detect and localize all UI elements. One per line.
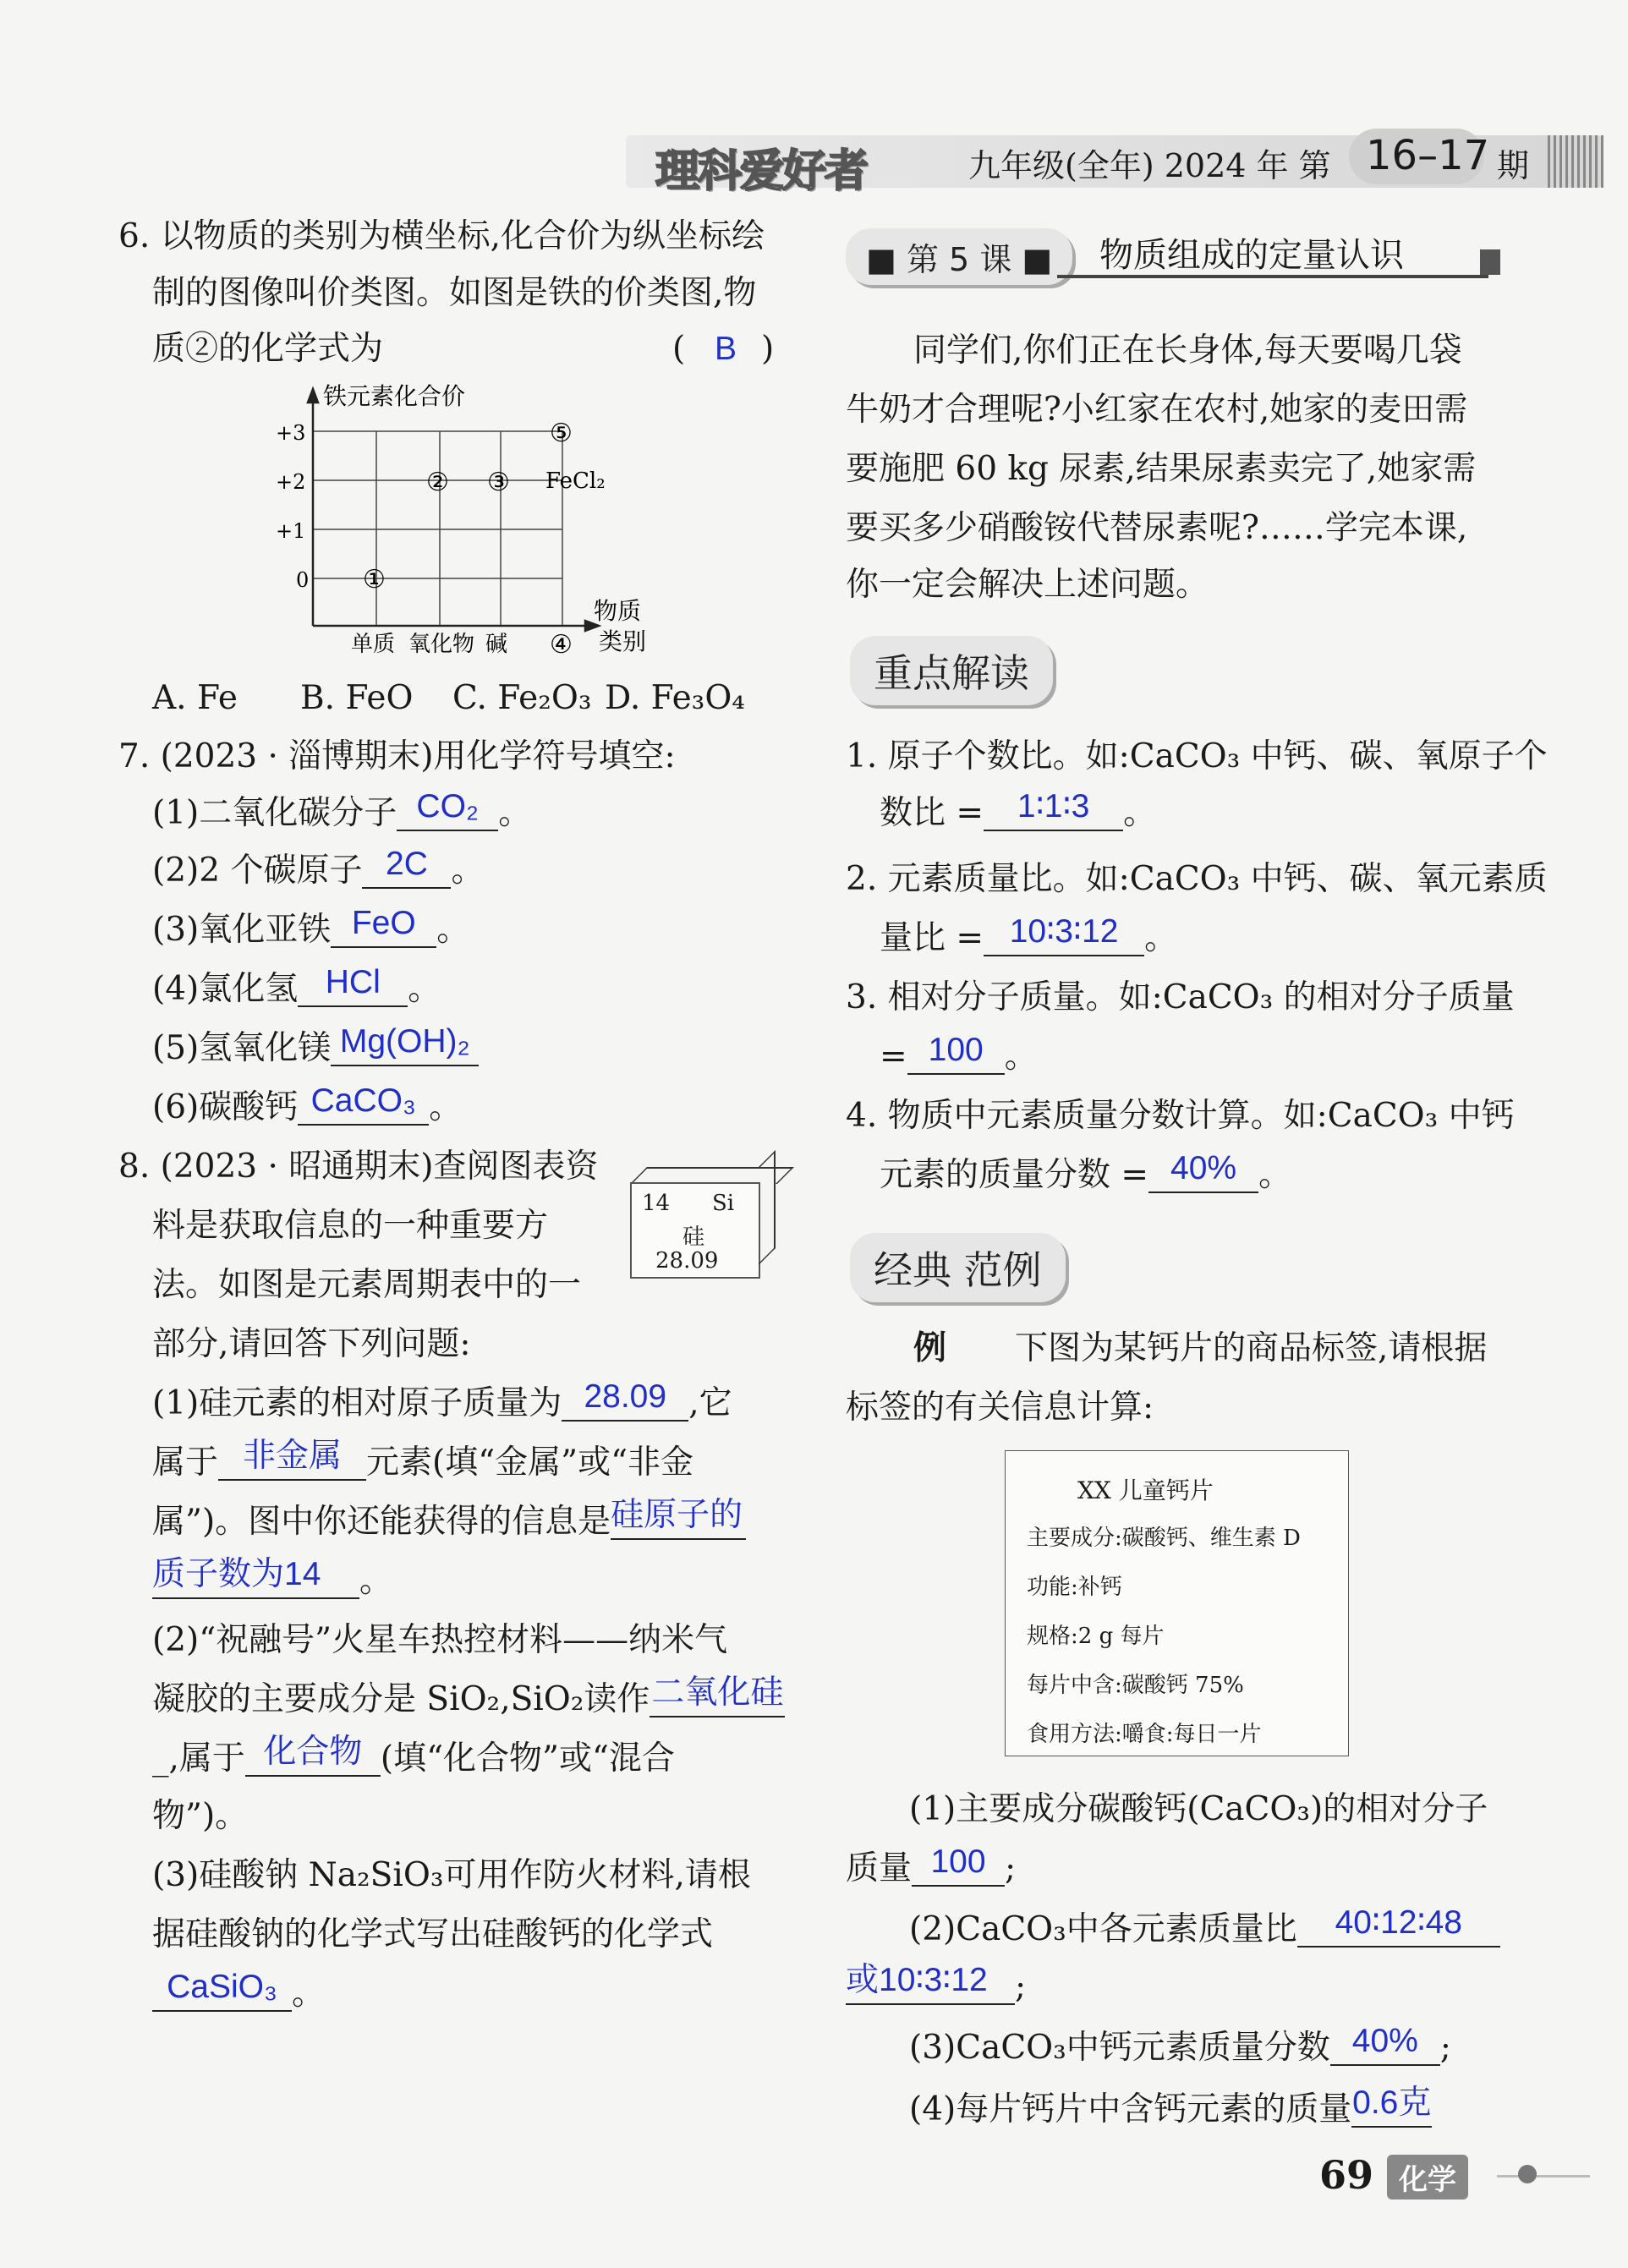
point-answer: 40% (1170, 1150, 1237, 1186)
element-card (630, 1167, 774, 1277)
q8-p2-text: (填“化合物”或“混合 (380, 1739, 675, 1778)
example-blank (1330, 2023, 1440, 2066)
issue-suffix: 期 (1497, 147, 1530, 184)
element-mass: 28.09 (655, 1248, 719, 1274)
q8-answer-info-2: 质子数为14 (152, 1556, 321, 1592)
q7-answer: Mg(OH)₂ (339, 1023, 470, 1060)
q8-line-4: 部分,请回答下列问题: (152, 1325, 471, 1363)
q7-item: (6)碳酸钙 CaCO₃ 。 (152, 1082, 463, 1126)
q8-line-3: 法。如图是元素周期表中的一 (152, 1266, 582, 1304)
q7-answer: 2C (386, 846, 428, 882)
intro-line: 你一定会解决上述问题。 (846, 566, 1209, 604)
point-blank (907, 1032, 1005, 1075)
example-blank (1297, 1904, 1500, 1948)
q7-blank (331, 1023, 479, 1066)
intro-line: 要施肥 60 kg 尿素,结果尿素卖完了,她家需 (846, 450, 1477, 488)
q8-p2-line3 (152, 1734, 675, 1778)
chart-fecl2-label: FeCl₂ (545, 468, 606, 494)
q8-p1-text: 属”)。图中你还能获得的信息是 (152, 1503, 611, 1541)
q8-blank (152, 1969, 292, 2012)
q6-line-2: 制的图像叫价类图。如图是铁的价类图,物 (152, 274, 757, 312)
point-answer: 1∶1∶3 (1017, 788, 1090, 824)
q8-blank (245, 1734, 381, 1777)
q7-item: (1)二氧化碳分子 CO₂ 。 (152, 788, 532, 832)
q7-blank (331, 905, 436, 948)
page-number: 69 (1319, 2152, 1374, 2198)
subject-badge: 化学 (1387, 2155, 1468, 2200)
label-line: 规格:2 g 每片 (1027, 1624, 1165, 1649)
chart-y-tick: +1 (276, 519, 306, 543)
example-q2-end: ; (1015, 1968, 1027, 2006)
point-blank (1148, 1150, 1258, 1193)
q7-item: (2)2 个碳原子 2C 。 (152, 846, 485, 890)
q7-answer: CaCO₃ (310, 1082, 416, 1119)
chart-point-1: ① (363, 565, 386, 594)
q8-p1-text: 属于 (152, 1444, 219, 1482)
footer-line (1497, 2175, 1590, 2178)
header-stripes (1548, 135, 1607, 188)
q7-item: (3)氧化亚铁 FeO 。 (152, 905, 470, 949)
example-q1-answer: 100 (930, 1843, 986, 1880)
q8-p1-text: (1)硅元素的相对原子质量为 (152, 1384, 562, 1422)
q8-p2-text: _,属于 (152, 1739, 245, 1778)
q6-option-c: C. Fe₂O₃ (452, 679, 592, 717)
example-q3-answer: 40% (1351, 2023, 1418, 2059)
q8-blank (218, 1438, 366, 1481)
label-line: 食用方法:嚼食:每日一片 (1027, 1722, 1262, 1747)
q8-p2-text: 凝胶的主要成分是 SiO₂,SiO₂读作 (152, 1680, 650, 1718)
product-label-box (1005, 1450, 1349, 1756)
chart-point-2: ② (426, 468, 449, 497)
section-key-points: 重点解读 (850, 636, 1053, 705)
q8-answer-formula: CaSiO₃ (167, 1969, 277, 2005)
chart-x-cat: ④ (550, 630, 573, 660)
point-line: 数比 = 1∶1∶3 。 (880, 788, 1157, 832)
point-answer: 100 (928, 1032, 984, 1068)
chart-y-tick: +2 (276, 470, 306, 494)
lesson-title-underline (1057, 275, 1488, 278)
q8-p3-line2: 据硅酸钠的化学式写出硅酸钙的化学式 (152, 1915, 714, 1953)
point-blank (984, 788, 1123, 831)
q6-option-d: D. Fe₃O₄ (605, 679, 745, 717)
q7-answer: CO₂ (416, 788, 480, 824)
lesson-tag: ■ 第 5 课 ■ (846, 228, 1072, 285)
q7-label: (3)氧化亚铁 (152, 911, 332, 949)
q6-paren-open: ( (672, 330, 686, 368)
example-q2-answer-1: 40∶12∶48 (1335, 1904, 1463, 1941)
label-line: 主要成分:碳酸钙、维生素 D (1027, 1526, 1301, 1551)
chart-x-cat: 碱 (485, 632, 508, 657)
q8-blank (152, 1556, 359, 1599)
example-q1-line2 (846, 1843, 1017, 1887)
point-line: = 100 。 (880, 1032, 1038, 1076)
point-line: 量比 = 10∶3∶12 。 (880, 913, 1178, 957)
point-line: 4. 物质中元素质量分数计算。如:CaCO₃ 中钙 (846, 1097, 1515, 1135)
q8-answer-read: 二氧化硅 (651, 1674, 784, 1711)
point-text: 量比 = (880, 919, 984, 957)
q8-p2-line4: 物”)。 (152, 1797, 249, 1835)
q8-answer-type: 非金属 (243, 1438, 343, 1474)
chart-x-cat: 氧化物 (408, 632, 475, 657)
element-symbol: Si (712, 1191, 735, 1216)
q8-blank (562, 1378, 688, 1422)
q8-answer-class: 化合物 (263, 1734, 363, 1770)
chart-y-title: 铁元素化合价 (323, 382, 466, 410)
issue-number: 16–17 (1366, 132, 1490, 179)
q7-label: (6)碳酸钙 (152, 1088, 299, 1126)
q8-p2-line1: (2)“祝融号”火星车热控材料——纳米气 (152, 1621, 728, 1659)
q7-label: (2)2 个碳原子 (152, 852, 363, 890)
example-q2-answer-2: 或10∶3∶12 (846, 1962, 988, 1998)
q7-label: (4)氯化氢 (152, 970, 299, 1008)
example-q4 (909, 2084, 1432, 2128)
q8-blank (650, 1674, 785, 1717)
example-q1-line1: (1)主要成分碳酸钙(CaCO₃)的相对分子 (909, 1790, 1488, 1828)
footer-dot-icon (1518, 2165, 1537, 2183)
chart-point-3: ③ (487, 468, 510, 497)
q7-blank (298, 1082, 429, 1126)
example-q4-text: (4)每片钙片中含钙元素的质量 (909, 2090, 1352, 2128)
q7-answer: HCl (325, 964, 381, 1000)
q7-item: (4)氯化氢 HCl 。 (152, 964, 441, 1008)
lesson-title: 物质组成的定量认识 (1099, 236, 1404, 275)
q8-p1-line4 (152, 1556, 393, 1600)
intro-line: 同学们,你们正在长身体,每天要喝几袋 (913, 331, 1462, 370)
q6-answer: B (715, 331, 737, 367)
example-q2-text: (2)CaCO₃中各元素质量比 (909, 1910, 1297, 1948)
q8-answer-mass: 28.09 (584, 1378, 667, 1415)
element-number: 14 (642, 1191, 671, 1216)
example-blank (846, 1962, 1015, 2005)
element-name: 硅 (682, 1224, 705, 1250)
q8-p1-end: 。 (359, 1562, 393, 1600)
q6-option-b: B. FeO (300, 679, 414, 717)
lesson-title-end-box (1480, 249, 1500, 275)
example-blank (912, 1843, 1005, 1887)
q7-blank (362, 846, 451, 889)
q7-blank (397, 788, 498, 831)
label-line: 每片中含:碳酸钙 75% (1027, 1673, 1244, 1698)
q6-line-1: 6. 以物质的类别为横坐标,化合价为纵坐标绘 (118, 217, 765, 255)
intro-line: 牛奶才合理呢?小红家在农村,她家的麦田需 (846, 391, 1468, 429)
q8-p2-line2 (152, 1674, 785, 1718)
card-side-face (759, 1150, 776, 1265)
example-q2-line1 (909, 1904, 1500, 1948)
q8-p3-end: 。 (292, 1975, 326, 2013)
point-text: 数比 = (880, 794, 984, 832)
example-text: 下图为某钙片的商品标签,请根据 (1015, 1329, 1488, 1367)
point-text: = (880, 1038, 907, 1076)
chart-y-tick: 0 (296, 568, 310, 592)
intro-line: 要买多少硝酸铵代替尿素呢?……学完本课, (846, 509, 1468, 547)
q6-paren-close: ) (761, 330, 775, 368)
example-text: 标签的有关信息计算: (846, 1389, 1154, 1427)
q7-label: (5)氢氧化镁 (152, 1029, 332, 1067)
example-q2-line2 (846, 1962, 1027, 2006)
point-line: 1. 原子个数比。如:CaCO₃ 中钙、碳、氧原子个 (846, 737, 1548, 775)
q8-p1-line3 (152, 1497, 746, 1541)
example-label: 例 (913, 1329, 947, 1367)
example-q3-end: ; (1439, 2029, 1451, 2067)
q7-item (152, 1023, 479, 1067)
q8-p1-text: ,它 (688, 1384, 732, 1422)
q8-line-1: 8. (2023 · 昭通期末)查阅图表资 (118, 1148, 599, 1186)
example-q3 (909, 2023, 1451, 2067)
card-front (630, 1182, 760, 1279)
q8-answer-info-1: 硅原子的 (611, 1497, 743, 1533)
example-q4-answer: 0.6克 (1352, 2084, 1432, 2121)
example-q3-text: (3)CaCO₃中钙元素质量分数 (909, 2029, 1330, 2067)
q6-line-3: 质②的化学式为 (152, 330, 384, 368)
section-examples: 经典 范例 (850, 1233, 1066, 1302)
q8-p1-line1 (152, 1378, 732, 1422)
point-text: 元素的质量分数 = (880, 1156, 1149, 1194)
q8-p1-text: 元素(填“金属”或“非金 (366, 1444, 694, 1482)
point-line: 2. 元素质量比。如:CaCO₃ 中钙、碳、氧元素质 (846, 860, 1548, 898)
q7-answer: FeO (351, 905, 416, 941)
chart-x-title-2: 类别 (599, 627, 647, 655)
brand-logo: 理科爱好者 (655, 146, 868, 197)
example-q1-text: 质量 (846, 1849, 913, 1887)
q7-label: (1)二氧化碳分子 (152, 794, 397, 832)
point-line: 3. 相对分子质量。如:CaCO₃ 的相对分子质量 (846, 978, 1515, 1016)
point-answer: 10∶3∶12 (1009, 913, 1119, 950)
q6-option-a: A. Fe (152, 679, 238, 717)
chart-x-cat: 单质 (351, 632, 396, 657)
q8-p3-line1: (3)硅酸钠 Na₂SiO₃可用作防火材料,请根 (152, 1856, 751, 1894)
q8-line-2: 料是获取信息的一种重要方 (152, 1207, 549, 1245)
q8-p1-line2 (152, 1438, 694, 1482)
header-grade: 九年级(全年) 2024 年 第 (968, 147, 1331, 184)
example-q1-end: ; (1005, 1849, 1017, 1887)
valence-chart (271, 381, 677, 660)
chart-point-5: ⑤ (550, 419, 573, 448)
point-line: 元素的质量分数 = 40% 。 (880, 1150, 1292, 1194)
q7-blank (298, 964, 408, 1007)
chart-y-tick: +3 (276, 421, 306, 445)
label-line: XX 儿童钙片 (1077, 1476, 1214, 1504)
chart-x-title: 物质 (594, 597, 642, 625)
example-blank (1351, 2084, 1432, 2128)
q8-p3-line3 (152, 1969, 326, 2013)
q8-blank (611, 1497, 746, 1540)
q7-title: 7. (2023 · 淄博期末)用化学符号填空: (118, 737, 676, 775)
label-line: 功能:补钙 (1027, 1575, 1122, 1600)
